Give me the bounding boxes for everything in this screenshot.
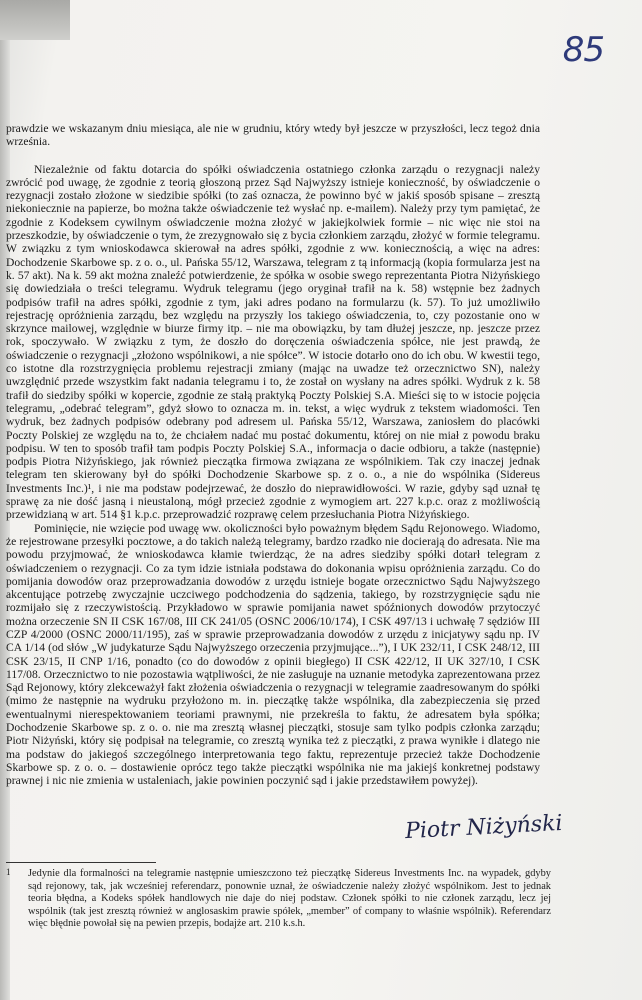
intro-line: prawdzie we wskazanym dniu miesiąca, ale nie w grudniu, który wtedy był jeszcze w przyszłości, lecz tegoż dnia września. [6, 122, 540, 149]
document-body [6, 122, 540, 788]
paragraph-2: Pominięcie, nie wzięcie pod uwagę ww. okoliczności było poważnym błędem Sądu Rejonowego. Wiadomo, że rejestrowane przesyłki pocztowe, a do takich należą telegramy, bardzo rzadko nie docierają do adresata. Nie ma powodu przyjmować, że wnioskodawca kłamie twierdząc, że na adres siedziby spółki dotarł telegram z oświadczeniem o rezygnacji. Co za tym idzie istniała podstawa do dokonania wpisu opróżnienia zarządu. Co do pomijania dowodów oraz przeprowadzania dowodów z urzędu istnieje bogate orzecznictwo Sądu Najwyższego akcentujące potrzebę zwyczajnie uczciwego podchodzenia do sądzenia, takiego, by rozstrzygnięcie sądu nie rozmijało się z rzeczywistością. Przykładowo w sprawie pomijania nawet spóźnionych dowodów przytoczyć można orzeczenie SN II CSK 167/08, III CK 241/05 (OSNC 2006/10/174), I CSK 497/13 i uchwałę 7 sędziów III CZP 4/2000 (OSNC 2000/11/195), zaś w sprawie przeprowadzania dowodów z urzędu z inicjatywy sądu np. IV CA 1/14 (od słów „W judykaturze Sądu Najwyższego orzeczenia przyjmujące...”), I UK 232/11, I CSK 248/12, III CSK 23/15, II CNP 1/16, ponadto (co do dowodów z opinii biegłego) II CSK 422/12, II UK 327/10, I CSK 117/08. Orzecznictwo to nie pozostawia wątpliwości, że nie zasługuje na uznanie metodyka zaprezentowana przez Sąd Rejonowy, który zlekceważył fakt złożenia oświadczenia o rezygnacji w telegramie zaadresowanym do spółki (mimo że następnie na wydruku przyłożono m. in. pieczątkę także wspólnika, dla zabezpieczenia się przed ewentualnymi nierespektowaniem teoriami prawnymi, nie przekreśla to faktu, że adresatem była spółka; Dochodzenie Skarbowe sp. z o. o. nie ma zresztą własnej pieczątki, stosuje sam tylko podpis członka zarządu; Piotr Niżyński, który się podpisał na telegramie, co zresztą wynika też z pieczątki, z prawa wynikłe i dlatego nie ma podstaw do jakiegoś szczególnego interpretowania tego faktu, reprezentuje przecież także Dochodzenie Skarbowe sp. z o. o. – dostawienie oprócz tego także pieczątki wspólnika nie ma jakiejś konkretnej podstawy prawnej i nic nie zmienia w ustaleniach, jakie powinien poczynić sąd i jakie przedstawiłem powyżej). [6, 521, 540, 788]
footnote-text: Jedynie dla formalności na telegramie następnie umieszczono też pieczątkę Sidereus Investments Inc. na wypadek, gdyby sąd rejonowy, tak, jak wcześniej referendarz, ponownie uznał, że oświadczenie należy złożyć wspólnikom. Jest to jednak teoria błędna, a Kodeks spółek handlowych nie daje do niej podstaw. Członek spółki to nie członek zarządu, lecz jej wspólnik (tak jest zresztą również w anglosaskim prawie spółek, „member” of company to właśnie wspólnik). Referendarz więc błędnie powołał się na pewien przepis, bodajże art. 210 k.s.h. [28, 868, 551, 930]
handwritten-page-number: 85 [562, 30, 604, 70]
binder-tab-strip [0, 0, 70, 40]
handwritten-signature: Piotr Niżyński [404, 810, 564, 845]
footnote-divider [6, 862, 156, 863]
footnote [6, 868, 551, 931]
footnote-mark: 1 [6, 867, 11, 877]
paragraph-1: Niezależnie od faktu dotarcia do spółki oświadczenia ostatniego członka zarządu o rezygnacji należy zwrócić pod uwagę, że zgodnie z teorią głoszoną przez Sąd Najwyższy istnieje konieczność, by oświadczenie o rezygnacji zostało złożone w siedzibie spółki (to zaś oznacza, że powinno być w jakiś sposób spisane – zresztą niekoniecznie na papierze, bo można także oświadczenie też wysłać np. e-mailem). Należy przy tym pamiętać, że zgodnie z Kodeksem cywilnym oświadczenie można złożyć w jakiejkolwiek formie – nic więc nie stoi na przeszkodzie, by oświadczenie o tym, że zrezygnowało się z bycia członkiem zarządu, złożyć w formie telegramu. W związku z tym wnioskodawca skierował na adres spółki, zgodnie z ww. koniecznością, a więc na adres: Dochodzenie Skarbowe sp. z o. o., ul. Pańska 55/12, Warszawa, telegram z tą informacją (kopia formularza jest na k. 57 akt). Na k. 59 akt można znaleźć potwierdzenie, że spółka w osobie swego reprezentanta Piotra Niżyńskiego się dowiedziała o treści telegramu. Wydruk telegramu (jego oryginał trafił na k. 58) wstępnie bez żadnych podpisów trafił na adres spółki, zgodnie z tym, jaki adres podano na formularzu (k. 57). To już umożliwiło rejestrację opróżnienia zarządu, bez względu na przyszły los takiego oświadczenia, to, czy pozostanie ono w skrzynce mailowej, względnie w biurze firmy itp. – nie ma obowiązku, by tam dłużej jeszcze, np. jeszcze przez rok, spoczywało. W związku z tym, że doszło do doręczenia oświadczenia spółce, nie jest prawdą, że oświadczenie o rezygnacji „złożono wspólnikowi, a nie spółce”. W istocie dotarło ono do ich obu. W kwestii tego, co istotne dla rozstrzygnięcia problemu rejestracji zmiany (mając na uwadze też orzecznictwo SN), należy uwzględnić przede wszystkim fakt nadania telegramu i to, że został on wysłany na adres spółki. Wydruk z k. 58 trafił do siedziby spółki w kopercie, zgodnie ze stałą praktyką Poczty Polskiej S.A. Mieści się to w istocie pojęcia telegramu, „odebrać telegram”, gdyż słowo to oznacza m. in. tekst, a więc wydruk z tekstem wiadomości. Ten wydruk, bez żadnych podpisów odebrany pod adresem ul. Pańska 55/12, Warszawa, zaniosłem do placówki Poczty Polskiej ze względu na to, że chciałem nadać mu postać dokumentu, której on nie miał z powodu braku podpisu. W ten to sposób trafił tam podpis Poczty Polskiej S.A., informacja o dacie odbioru, a także (następnie) podpis Piotra Niżyńskiego, jak również pieczątka firmowa związana ze wspólnikiem. Tak czy inaczej jednak telegram ten skierowany był do spółki Dochodzenie Skarbowe sp. z o. o., a nie do wspólnika (Sidereus Investments Inc.)¹, i nie ma podstaw podejrzewać, że doszło do nieprawidłowości. W razie, gdyby sąd uznał tę sprawę za nie dość jasną i nieustaloną, mógł przecież zgodnie z wymogiem art. 227 k.p.c. oraz z możliwością przewidzianą w art. 514 §1 k.p.c. przeprowadzić rozprawę celem przesłuchania Piotra Niżyńskiego. [6, 162, 540, 522]
